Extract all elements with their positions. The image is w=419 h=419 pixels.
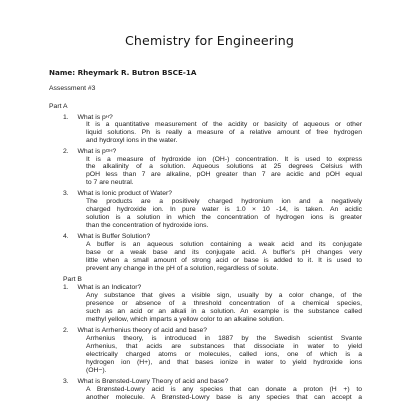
question-number: 4. [63,233,69,240]
question-number: 2. [63,148,69,155]
answer-line: A Brønsted-Lowry acid is any species that can donate a proton (H +) to [86,386,362,393]
question-text: What is Arrhenius theory of acid and base? [77,327,208,334]
answer-line: another molecule. A Brønsted-Lowry base is any species that can accept a [86,394,362,401]
document-title: Chemistry for Engineering [124,33,295,48]
question-a4 [63,233,150,241]
answer-line: such as an acid or an alkali in a solution. An example is the substance called [86,308,362,315]
question-text: What is an Indicator? [77,284,142,291]
answer-line: little when a small amount of strong acid or base is added to it. It is used to [86,257,362,264]
answer-line: (OH−). [86,367,107,374]
part-a-label: Part A [49,103,68,110]
answer-line: prevent any change in the pH of a solution, regardless of solute. [86,265,279,272]
question-text: What is Ionic product of Water? [77,190,173,197]
question-suffix: ? [112,148,117,155]
answer-line: hydrogen ion (H+), and that bases ionize in water to yield hydroxide ions [86,359,362,366]
question-text: What is p [77,114,106,121]
answer-line: Any substance that gives a visible sign, usually by a color change, of the [86,292,362,299]
question-number: 2. [63,327,69,334]
answer-line: methyl yellow, which imparts a yellow color to an alkaline solution. [86,316,284,323]
question-superscript: H [105,114,110,119]
answer-line: charged hydroxide ion. In pure water is 1.0 × 10 -14, is taken. An acidic [86,206,362,213]
answer-line: electrically charged atoms or molecules, called ions, one of which is a [86,351,362,358]
answer-line: Arrhenius theory, is introduced in 1887 by the Swedish scientist Svante [86,335,362,342]
part-b-label: Part B [63,276,82,283]
answer-line: base or a weak base and its conjugate acid. A buffer's pH changes very [86,249,362,256]
answer-line: pOH less than 7 are alkaline, pOH greater than 7 are acidic and pOH equal [86,171,362,178]
answer-line: the alkalinity of a solution. Aqueous solutions at 25 degrees Celsius with [86,163,362,170]
question-number: 1. [63,114,69,121]
answer-line: presence or absence of a threshold concentration of a chemical species, [86,300,362,307]
answer-line: It is a quantitative measurement of the acidity or basicity of aqueous or other [86,121,362,128]
question-b1 [63,284,141,292]
question-superscript: OH [105,148,113,153]
answer-line: solution is a solution in which the concentration of hydrogen ions is greater [86,214,362,221]
answer-line: A buffer is an aqueous solution containing a weak acid and its conjugate [86,241,362,248]
answer-line: to 7 are neutral. [86,179,134,186]
question-suffix: ? [109,114,113,121]
question-a2 [63,148,116,156]
question-number: 1. [63,284,69,291]
answer-line: It is a measure of hydroxide ion (OH-) concentration. It is used to express [86,156,362,163]
question-number: 3. [63,190,69,197]
question-text: What is Brønsted-Lowry Theory of acid and base? [77,378,229,385]
answer-line: and hydroxyl ions in the water. [86,137,178,144]
question-number: 3. [63,378,69,385]
question-text: What is Buffer Solution? [77,233,151,240]
answer-line: The products are a positively charged hydronium ion and a negatively [86,198,362,205]
question-text: What is p [77,148,106,155]
assessment-label: Assessment #3 [49,85,96,92]
student-name-line: Name: Rheymark R. Butron BSCE-1A [49,68,197,77]
question-b2 [63,327,207,335]
answer-line: liquid solutions. Ph is really a measure of a relative amount of free hydrogen [86,129,362,136]
answer-line: Arrhenius, that acids are substances that dissociate in water to yield [86,343,362,350]
answer-line: than the concentration of hydroxide ions. [86,222,209,229]
question-a3 [63,190,172,198]
question-b3 [63,378,228,386]
